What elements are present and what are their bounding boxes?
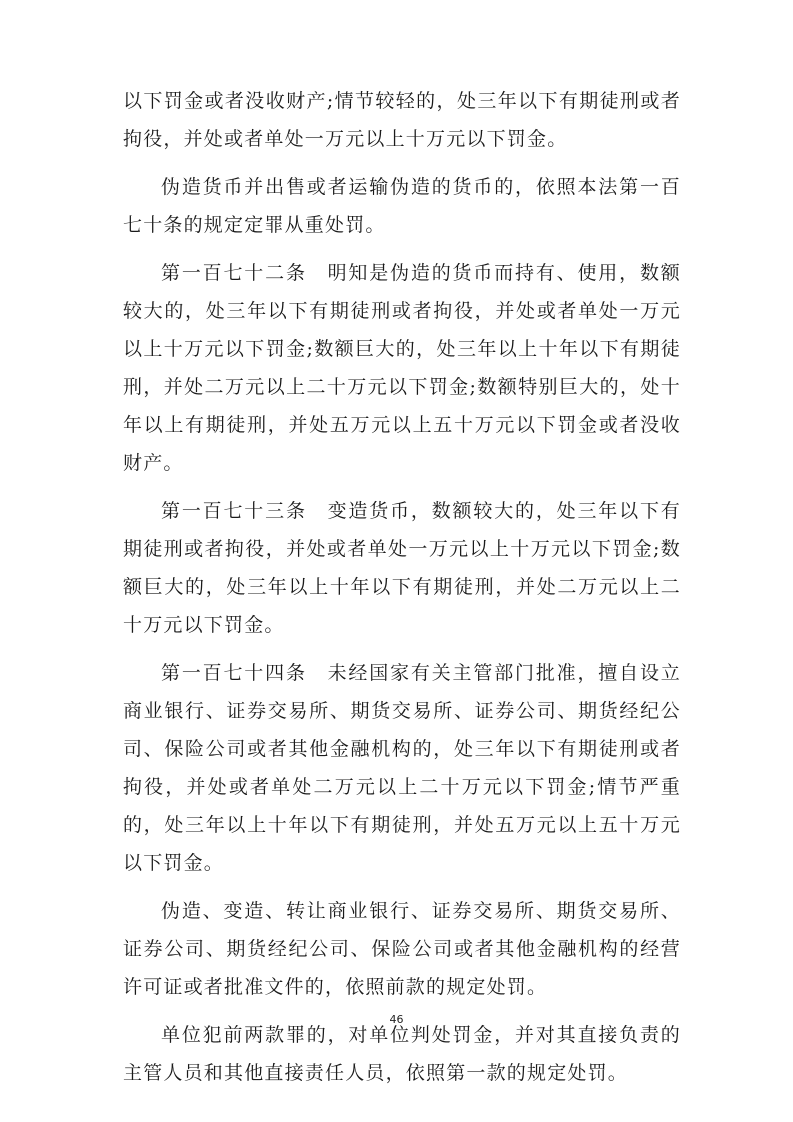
page-number: 46 [389, 1013, 404, 1026]
paragraph: 伪造货币并出售或者运输伪造的货币的，依照本法第一百七十条的规定定罪从重处罚。 [123, 176, 681, 236]
article-172: 第一百七十二条 明知是伪造的货币而持有、使用，数额较大的，处三年以下有期徒刑或者拘役，并处或者单处一万元以上十万元以下罚金;数额巨大的，处三年以上十年以下有期徒刑，并处二万元以上二十万元以下罚金;数额特别巨大的，处十年以上有期徒刑，并处五万元以上五十万元以下罚金或者没收财产。 [123, 262, 681, 474]
paragraph: 伪造、变造、转让商业银行、证券交易所、期货交易所、证券公司、期货经纪公司、保险公司或者其他金融机构的经营许可证或者批准文件的，依照前款的规定处罚。 [123, 900, 681, 998]
paragraph-continued: 以下罚金或者没收财产;情节较轻的，处三年以下有期徒刑或者拘役，并处或者单处一万元以上十万元以下罚金。 [123, 90, 681, 150]
document-body [123, 82, 681, 1102]
article-173: 第一百七十三条 变造货币，数额较大的，处三年以下有期徒刑或者拘役，并处或者单处一万元以上十万元以下罚金;数额巨大的，处三年以上十年以下有期徒刑，并处二万元以上二十万元以下罚金。 [123, 500, 681, 636]
paragraph: 单位犯前两款罪的，对单位判处罚金，并对其直接负责的主管人员和其他直接责任人员，依照第一款的规定处罚。 [123, 1024, 681, 1084]
article-174: 第一百七十四条 未经国家有关主管部门批准，擅自设立商业银行、证券交易所、期货交易所、证券公司、期货经纪公司、保险公司或者其他金融机构的，处三年以下有期徒刑或者拘役，并处或者单处二万元以上二十万元以下罚金;情节严重的，处三年以上十年以下有期徒刑，并处五万元以上五十万元以下罚金。 [123, 662, 681, 874]
